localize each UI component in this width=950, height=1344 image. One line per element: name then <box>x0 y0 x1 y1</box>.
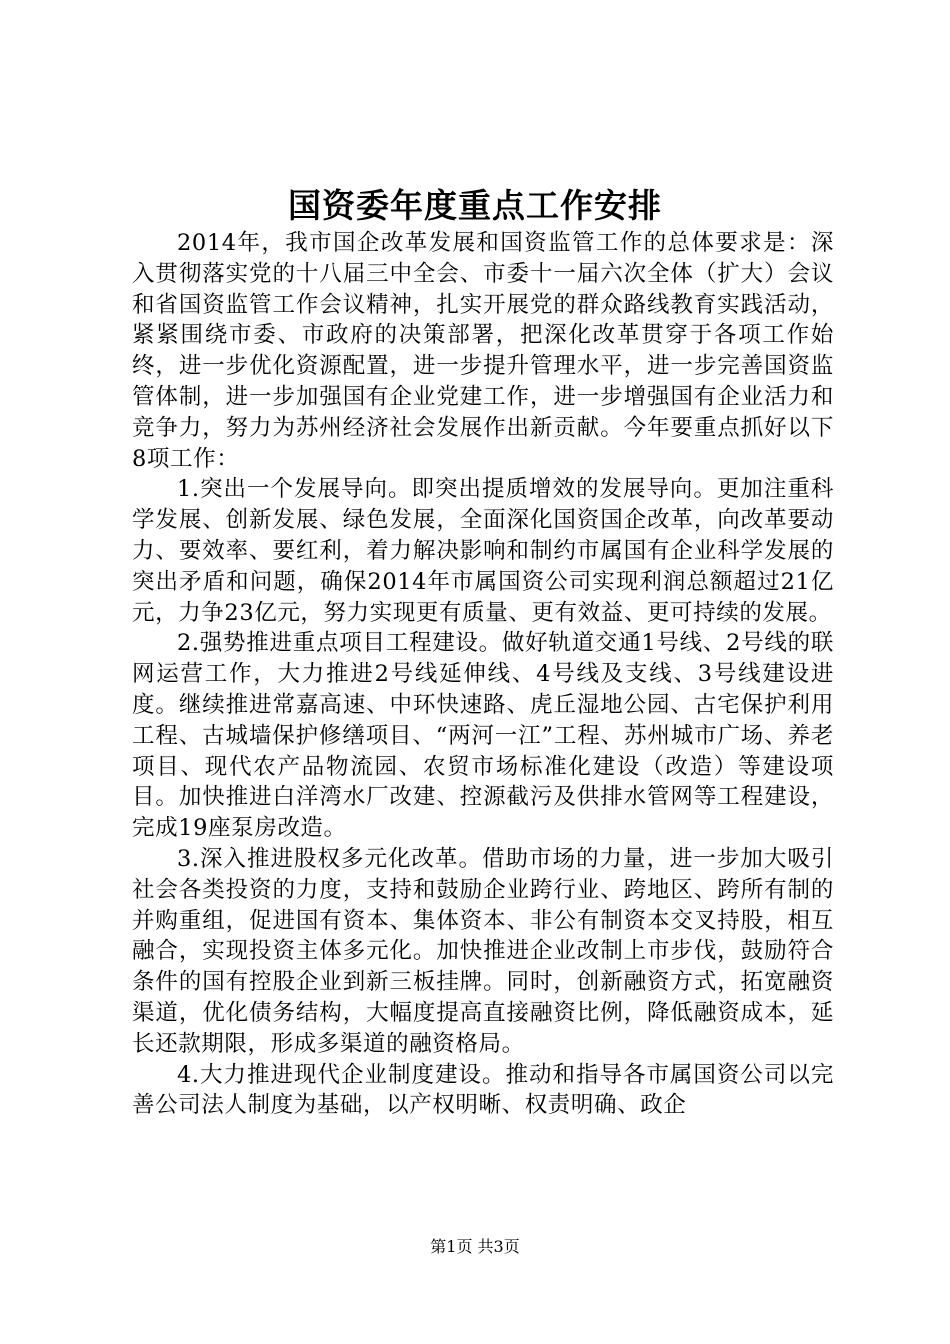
document-title: 国资委年度重点工作安排 <box>288 186 662 225</box>
paragraph-item-1: 1.突出一个发展导向。即突出提质增效的发展导向。更加注重科学发展、创新发展、绿色发展，全面深化国资国企改革，向改革要动力、要效率、要红利，着力解决影响和制约市属国有企业科学发展的突出矛盾和问题，确保2014年市属国资公司实现利润总额超过21亿元，力争23亿元，努力实现更有质量、更有效益、更可持续的发展。 <box>132 476 834 626</box>
page-number-footer: 第1页 共3页 <box>430 1237 520 1256</box>
paragraph-intro: 2014年，我市国企改革发展和国资监管工作的总体要求是：深入贯彻落实党的十八届三中全会、市委十一届六次全体（扩大）会议和省国资监管工作会议精神，扎实开展党的群众路线教育实践活动，紧紧围绕市委、市政府的决策部署，把深化改革贯穿于各项工作始终，进一步优化资源配置，进一步提升管理水平，进一步完善国资监管体制，进一步加强国有企业党建工作，进一步增强国有企业活力和竞争力，努力为苏州经济社会发展作出新贡献。今年要重点抓好以下8项工作： <box>132 230 834 472</box>
paragraph-item-4: 4.大力推进现代企业制度建设。推动和指导各市属国资公司以完善公司法人制度为基础，以产权明晰、权责明确、政企 <box>132 1061 834 1119</box>
document-body <box>132 228 834 1121</box>
paragraph-item-3: 3.深入推进股权多元化改革。借助市场的力量，进一步加大吸引社会各类投资的力度，支持和鼓励企业跨行业、跨地区、跨所有制的并购重组，促进国有资本、集体资本、非公有制资本交叉持股，相互融合，实现投资主体多元化。加快推进企业改制上市步伐，鼓励符合条件的国有控股企业到新三板挂牌。同时，创新融资方式，拓宽融资渠道，优化债务结构，大幅度提高直接融资比例，降低融资成本，延长还款期限，形成多渠道的融资格局。 <box>132 845 834 1057</box>
paragraph-item-2: 2.强势推进重点项目工程建设。做好轨道交通1号线、2号线的联网运营工作，大力推进2号线延伸线、4号线及支线、3号线建设进度。继续推进常嘉高速、中环快速路、虎丘湿地公园、古宅保护利用工程、古城墙保护修缮项目、“两河一江”工程、苏州城市广场、养老项目、现代农产品物流园、农贸市场标准化建设（改造）等建设项目。加快推进白洋湾水厂改建、控源截污及供排水管网等工程建设，完成19座泵房改造。 <box>132 630 834 842</box>
